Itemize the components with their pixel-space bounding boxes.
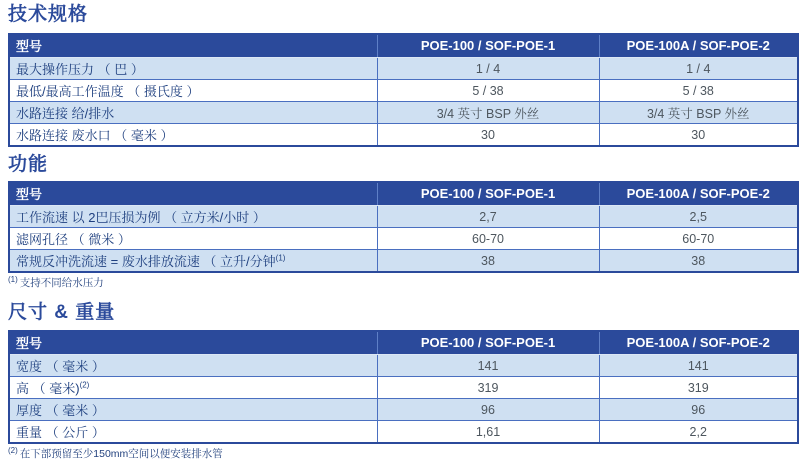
spec-value: 38 bbox=[599, 250, 798, 273]
section-dimensions-weight bbox=[8, 301, 811, 461]
spec-value: 30 bbox=[377, 124, 599, 147]
table-row-backwash-rate bbox=[9, 250, 798, 273]
footnote-marker: (1) bbox=[275, 253, 286, 263]
spec-value: 2,5 bbox=[599, 206, 798, 228]
spec-label: 最大操作压力 （ 巴 ） bbox=[9, 58, 377, 80]
table-row-height bbox=[9, 377, 798, 399]
column-header-poe100a: POE-100A / SOF-POE-2 bbox=[599, 182, 798, 206]
spec-value: 30 bbox=[599, 124, 798, 147]
section-technical-specs bbox=[8, 3, 811, 147]
spec-label: 厚度 （ 毫米 ） bbox=[9, 399, 377, 421]
spec-value: 141 bbox=[599, 355, 798, 377]
spec-value: 5 / 38 bbox=[599, 80, 798, 102]
spec-label: 高 （ 毫米)$^{(2)}$ bbox=[9, 377, 377, 399]
footnote-2 bbox=[8, 445, 811, 461]
section-title-function: 功能 bbox=[8, 154, 49, 175]
table-row-width bbox=[9, 355, 798, 377]
spec-label: 重量 （ 公斤 ） bbox=[9, 421, 377, 444]
table-row-waste-port bbox=[9, 124, 798, 147]
footnote-1 bbox=[8, 274, 811, 290]
spec-label: 宽度 （ 毫米 ） bbox=[9, 355, 377, 377]
table-row-weight bbox=[9, 421, 798, 444]
spec-value: 96 bbox=[599, 399, 798, 421]
spec-value: 5 / 38 bbox=[377, 80, 599, 102]
spec-value: 1,61 bbox=[377, 421, 599, 444]
column-header-model: 型号 bbox=[9, 34, 377, 58]
table-header-row bbox=[9, 34, 798, 58]
spec-value: 3/4 英寸 BSP 外丝 bbox=[377, 102, 599, 124]
column-header-poe100a: POE-100A / SOF-POE-2 bbox=[599, 331, 798, 355]
column-header-poe100: POE-100 / SOF-POE-1 bbox=[377, 331, 599, 355]
footnote-text: 支持不同给水压力 bbox=[19, 277, 104, 289]
dimensions-weight-table bbox=[8, 330, 799, 444]
table-row-depth bbox=[9, 399, 798, 421]
footnote-marker: (2) bbox=[79, 380, 90, 390]
spec-value: 38 bbox=[377, 250, 599, 273]
spec-value: 2,2 bbox=[599, 421, 798, 444]
footnote-text: 在下部预留至少150mm空间以便安装排水管 bbox=[19, 448, 223, 460]
spec-label: 工作流速 以 2巴压损为例 （ 立方米/小时 ） bbox=[9, 206, 377, 228]
spec-label: 最低/最高工作温度 （ 摄氏度 ） bbox=[9, 80, 377, 102]
table-row-mesh-size bbox=[9, 228, 798, 250]
table-header-row bbox=[9, 331, 798, 355]
technical-specs-table bbox=[8, 33, 799, 147]
section-title-dimensions-weight: 尺寸 & 重量 bbox=[8, 302, 116, 323]
section-title-technical-specs: 技术规格 bbox=[8, 4, 89, 25]
spec-value: 1 / 4 bbox=[599, 58, 798, 80]
spec-value: 141 bbox=[377, 355, 599, 377]
spec-label: 滤网孔径 （ 微米 ） bbox=[9, 228, 377, 250]
spec-value: 319 bbox=[377, 377, 599, 399]
table-row-water-connection bbox=[9, 102, 798, 124]
spec-value: 3/4 英寸 BSP 外丝 bbox=[599, 102, 798, 124]
spec-value: 60-70 bbox=[377, 228, 599, 250]
section-function bbox=[8, 153, 811, 290]
spec-value: 1 / 4 bbox=[377, 58, 599, 80]
table-row-max-pressure bbox=[9, 58, 798, 80]
column-header-poe100a: POE-100A / SOF-POE-2 bbox=[599, 34, 798, 58]
spec-label: 水路连接 给/排水 bbox=[9, 102, 377, 124]
table-header-row bbox=[9, 182, 798, 206]
column-header-model: 型号 bbox=[9, 182, 377, 206]
spec-value: 319 bbox=[599, 377, 798, 399]
spec-value: 60-70 bbox=[599, 228, 798, 250]
table-row-flow-rate bbox=[9, 206, 798, 228]
footnote-marker: (2) bbox=[8, 445, 18, 455]
spec-label: 水路连接 废水口 （ 毫米 ） bbox=[9, 124, 377, 147]
spec-label: 常规反冲洗流速 = 废水排放流速 （ 立升/分钟$^{(1)}$ bbox=[9, 250, 377, 273]
spec-value: 96 bbox=[377, 399, 599, 421]
column-header-poe100: POE-100 / SOF-POE-1 bbox=[377, 34, 599, 58]
function-table bbox=[8, 181, 799, 273]
spec-value: 2,7 bbox=[377, 206, 599, 228]
footnote-marker: (1) bbox=[8, 274, 18, 284]
table-row-temperature bbox=[9, 80, 798, 102]
column-header-model: 型号 bbox=[9, 331, 377, 355]
column-header-poe100: POE-100 / SOF-POE-1 bbox=[377, 182, 599, 206]
